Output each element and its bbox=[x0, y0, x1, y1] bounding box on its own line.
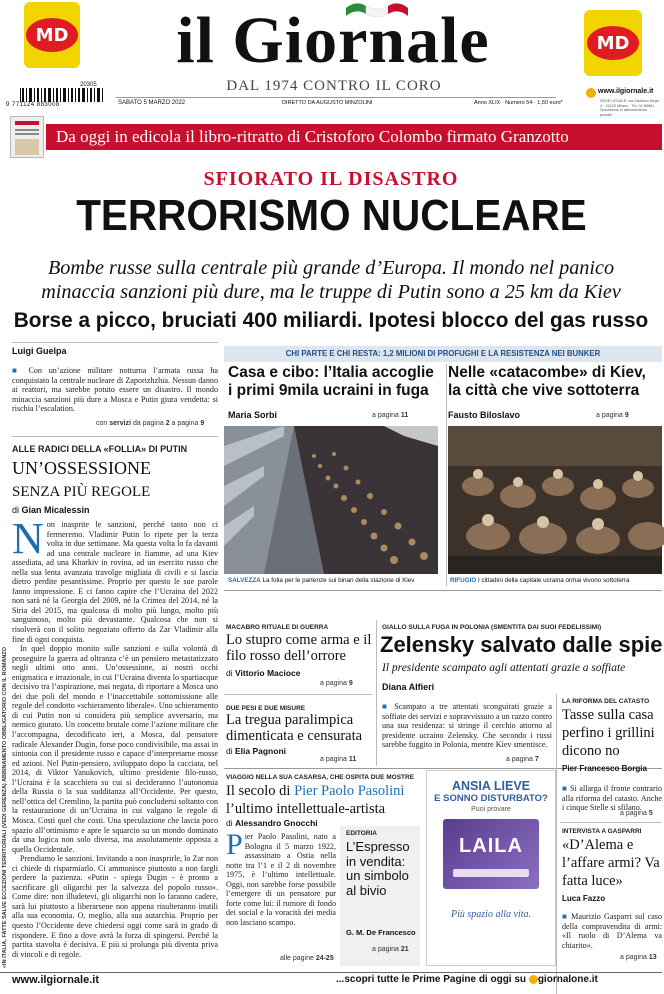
ad-brand: LAILA bbox=[459, 835, 523, 857]
guelpa-author: Luigi Guelpa bbox=[12, 346, 67, 356]
editorial-paragraph-1: on inasprite le sanzioni, perché tanto non ci fermeremo. Vladimir Putin lo ripete per la terza volta in due settimane. Ma questa volta lo fa davanti ad una centrale nucleare in fiamme, ad una Kiev assediata, ad una Kharkiv in rovina, ad un esercito russo che nella sua lenta avanzata travolge migliaia di civili e si lascia dietro perdite pesantissime. Proprio per questo le sue parole fanno impressione. E ci fanno capire che l’Ucraina del 2022 non sarà né la Georgia del 2009, né la Crimea del 2014, né la Siria del 2015, ma qualcosa di molto più lungo, molto più sanguinoso, molto più devastante. Qualcosa che non si risolverà con il solito negoziato offerto da Zar Vladimir alla fine di ogni conquista. bbox=[12, 520, 218, 644]
bunker-left-author: Maria Sorbi bbox=[228, 410, 278, 420]
dalema-page[interactable]: a pagina 13 bbox=[620, 954, 657, 961]
newspaper-title: il Giornale bbox=[176, 4, 490, 77]
website-top[interactable]: www.ilgiornale.it bbox=[598, 88, 654, 95]
catasto-kicker: LA RIFORMA DEL CATASTO bbox=[562, 698, 650, 705]
col-divider-b bbox=[556, 694, 557, 994]
pasolini-kicker: VIAGGIO NELLA SUA CASARSA, CHE OSPITA DUE MOSTRE bbox=[226, 774, 415, 781]
catasto-author: Pier Francesco Borgia bbox=[562, 764, 647, 773]
giornalone-icon bbox=[529, 975, 538, 984]
bunker-photo bbox=[448, 426, 662, 574]
pasolini-byline: di Alessandro Gnocchi bbox=[226, 818, 318, 828]
pesi-headline[interactable]: La tregua paralimpica dimenticata e censurata bbox=[226, 712, 363, 744]
left-top-rule bbox=[12, 342, 218, 343]
laila-ad[interactable] bbox=[426, 770, 556, 966]
footer-site[interactable]: www.ilgiornale.it bbox=[12, 974, 99, 986]
zelensky-deck: Il presidente scampato agli attentati grazie a soffiate bbox=[382, 662, 626, 674]
zelensky-text: ■ Scampato a tre attentati sconguirati grazie a soffiate dei servizi e sopravvissuto a un razzo contro una sua residenza: si stringe il cerchio attorno al presidente ucraino Zelensky. Che secondo i russi sarebbe fuggito in Polonia, mentre Kiev smentisce. bbox=[382, 702, 552, 750]
espresso-kicker: EDITORIA bbox=[346, 830, 377, 837]
lead-headline-wrap bbox=[0, 188, 662, 244]
col-divider-a bbox=[376, 620, 377, 766]
catasto-headline[interactable]: Tasse sulla casa perfino i grillini dicono no bbox=[562, 707, 655, 759]
issn-number: 20305 bbox=[80, 82, 97, 88]
editorial-title-1: UN’OSSESSIONE bbox=[12, 458, 152, 478]
giornale-g-icon bbox=[586, 88, 596, 98]
dalema-author: Luca Fazzo bbox=[562, 894, 606, 903]
footer-promo-text: ...scopri tutte le Prime Pagine di oggi su bbox=[336, 974, 527, 985]
macabro-rule bbox=[224, 694, 372, 695]
station-caption: SALVEZZA La folla per le partenze sui binari della stazione di Kiev bbox=[228, 577, 415, 584]
issue-date: SABATO 5 MARZO 2022 bbox=[118, 100, 186, 106]
bunker-caption: RIFUGIO I cittadini della capitale ucraina ormai vivono sottoterra bbox=[450, 577, 630, 584]
ad-line-3: Puoi provare bbox=[471, 806, 511, 813]
macabro-page[interactable]: a pagina 9 bbox=[320, 680, 353, 687]
book-thumbnail bbox=[10, 116, 44, 158]
bunker-divider bbox=[446, 364, 447, 586]
md-logo-right bbox=[584, 10, 642, 76]
bunker-left-page[interactable]: a pagina 11 bbox=[372, 412, 409, 419]
catasto-rule bbox=[560, 822, 662, 823]
left-mid-rule bbox=[12, 436, 218, 437]
issue-price: Anno XLIX · Numero 54 · 1,50 euro* bbox=[474, 100, 563, 106]
catasto-page[interactable]: a pagina 5 bbox=[620, 810, 653, 817]
zelensky-headline[interactable]: Zelensky salvato dalle spie bbox=[380, 632, 663, 657]
footer-rule bbox=[0, 972, 662, 973]
editorial-byline: di Gian Micalessin bbox=[12, 505, 90, 515]
ad-slogan: Più spazio alla vita. bbox=[451, 909, 531, 920]
station-photo bbox=[224, 426, 438, 574]
editorial-body bbox=[12, 514, 218, 966]
editorial-kicker: ALLE RADICI DELLA «FOLLIA» DI PUTIN bbox=[12, 444, 188, 454]
bunker-right-headline[interactable]: Nelle «catacombe» di Kiev, la città che vive sottoterra bbox=[448, 364, 646, 399]
legal-small-print: SEDE LEGALE: via Gaetano Negri 4 · 20123 Milano · Tel. 02 85661 · Spedizione in abbonamento postale bbox=[600, 99, 659, 117]
dalema-text: ■ Maurizio Gasparri sul caso della compravendita di armi: «Il ruolo di D’Alema va chiarito». bbox=[562, 912, 662, 950]
lead-kicker: SFIORATO IL DISASTRO bbox=[203, 168, 459, 190]
tagline: DAL 1974 CONTRO IL CORO bbox=[226, 78, 442, 94]
pasolini-text: Pier Paolo Pasolini, nato a Bologna il 5 marzo 1922, assassinato a Ostia nella notte tra l’1 e il 2 di novembre 1975, è l’ultimo intellettuale. Oggi, non sarebbe forse possibile l’emergere di un pensatore pur forte come lui: il rumore di fondo dei social e la voracità dei media non lasciano scampo. bbox=[226, 828, 336, 927]
pasolini-headline[interactable]: Il secolo di Pier Paolo Pasolini l’ultimo intellettuale-artista bbox=[226, 783, 405, 817]
lead-deck-1: Bombe russe sulla centrale più grande d’Europa. Il mondo nel panico bbox=[47, 257, 615, 279]
barcode-digits: 9 771124 883008 bbox=[6, 102, 60, 108]
macabro-byline: di Vittorio Macioce bbox=[226, 668, 301, 678]
editorial-dropcap: N bbox=[12, 514, 44, 563]
pesi-byline: di Elia Pagnoni bbox=[226, 746, 286, 756]
editorial-paragraph-2: In quel doppio monito sulle sanzioni e sulla volontà di proseguire la guerra ad oltranza c’è un pensiero metastatizzato negli ultimi otto anni. Un’ossessione, ai nostri occhi enigmatica e irrazionale, in cui l’Ucraina diventa lo spartiacque decisivo tra l’aspirazione, mai negata, di riportare a Mosca uno dei due poli del mondo e l’inaccettabile sottomissione alle regole del condotto «schieramento liberale». Uno schieramento di cui Putin non si considera più semplice avversario, ma nemico giurato. Un concetto brutale come l’azione militare che l’accompagna, decodificato ieri, a Mosca, dal pensatore radicale Alexander Dugin, forse poco condivisibile, ma assai in sintonia con il presidente russo e capace d’interpretarne mosse ed azioni. Nel Putin-pensiero, sviluppato dopo la cacciata, nel 2014, di Viktor Yanukovich, ultimo presidente filo-russo, l’Ucraina è la scacchiera su cui si decideranno l’autonomia della Russia o la sua sudditanza all’Occidente. Per questo, nell’ottica del Cremlino, la partita può concludersi soltanto con la restaurazione di un’Ucraina in cui valgano le regole di Mosca. Costi quel che costi. Una speculazione che lascia poco spazio all’ottimismo e apre le squarcio su un mondo dominato da una logica non solo diversa, ma assolutamente opposta a quella Occidentale. bbox=[12, 644, 218, 854]
guelpa-text-content: Con un’azione militare notturna l’armata russa ha conquistato la centrale nucleare di Zaporizhzhia. Nessun danno ai reattori, ma sarebbe potuto essere un disastro. Il mondo minaccia sanzioni più dure a Mosca e Putin giura vendetta: si rischia l’escalation. bbox=[12, 366, 218, 414]
bunker-kicker: CHI PARTE E CHI RESTA: 1,2 MILIONI DI PROFUGHI E LA RESISTENZA NEI BUNKER bbox=[224, 346, 662, 362]
zelensky-author: Diana Alfieri bbox=[382, 682, 435, 692]
ad-line-1: ANSIA LIEVE bbox=[451, 779, 531, 793]
ad-line-2: E SONNO DISTURBATO? bbox=[434, 793, 548, 804]
footer-promo bbox=[336, 974, 598, 985]
md-logo-left bbox=[24, 2, 80, 68]
macabro-headline[interactable]: Lo stupro come arma e il filo rosso dell’orrore bbox=[226, 632, 372, 664]
pesi-page[interactable]: a pagina 11 bbox=[320, 756, 357, 763]
macabro-kicker: MACABRO RITUALE DI GUERRA bbox=[226, 624, 329, 631]
dalema-kicker: INTERVISTA A GASPARRI bbox=[562, 828, 642, 835]
mid-rule bbox=[224, 590, 662, 591]
editorial-title-2: SENZA PIÙ REGOLE bbox=[12, 484, 151, 500]
dalema-headline[interactable]: «D’Alema e l’affare armi? Va fatta luce» bbox=[562, 837, 660, 889]
md-logo-text: MD bbox=[587, 26, 639, 60]
zelensky-page[interactable]: a pagina 7 bbox=[506, 756, 539, 763]
pesi-kicker: DUE PESI E DUE MISURE bbox=[226, 705, 306, 712]
promo-banner[interactable]: Da oggi in edicola il libro-ritratto di Cristoforo Colombo firmato Granzotto bbox=[46, 124, 662, 150]
espresso-author: G. M. De Francesco bbox=[346, 928, 416, 937]
espresso-page[interactable]: a pagina 21 bbox=[372, 946, 409, 953]
lead-deck-2: minaccia sanzioni più dure, ma le truppe di Putin sono a 25 km da Kiev bbox=[41, 281, 621, 303]
editorial-paragraph-3: Prendiamo le sanzioni. Invitando a non inasprirle, lo Zar non ci chiede di risparmiarlo. Ci ammonisce piuttosto a non fargli perdere la pazienza. «Putin - spiega Dugin - è pronto a sacrificare gli oligarchi per la salvezza del popolo russo». Come dire: non illudetevi, gli oligarchi non lo faranno cadere, sarà lui piuttosto a liberarsene non appena risulteranno inutili alla sua economia. O, meglio, alla sua autarchia. Proprio per questo l’Occidente deve chiedersi oggi come sarà in grado di rispondere. E fino a dove avrà la forza di spingersi. Perché la partita stavolta è decisiva. E più si prolunga più diventa priva di vincoli e di regole. bbox=[12, 854, 218, 959]
md-logo-text: MD bbox=[26, 18, 78, 52]
bunker-right-author: Fausto Biloslavo bbox=[448, 410, 521, 420]
masthead-rule bbox=[116, 97, 556, 98]
bunker-right-page[interactable]: a pagina 9 bbox=[596, 412, 629, 419]
zelensky-kicker: GIALLO SULLA FUGA IN POLONIA (SMENTITA DAI SUOI FEDELISSIMI) bbox=[382, 624, 602, 631]
pasolini-page[interactable]: alle pagine 24-25 bbox=[280, 955, 334, 962]
director: DIRETTO DA AUGUSTO MINZOLINI bbox=[282, 100, 373, 106]
catasto-text: ■ Si allarga il fronte contrario alla riforma del catasto. Anche i cinque Stelle si sfilano. bbox=[562, 784, 662, 813]
footer-brand[interactable]: giornalone.it bbox=[537, 974, 598, 985]
side-notice: «IN ITALIA, FATTE SALVE ECCEZIONI TERRITORIALI (VEDI GERENZA) ABBINAMENTO OBBLIGATORIO CON IL ROMANZO bbox=[2, 646, 8, 968]
pasolini-dropcap: P bbox=[226, 828, 243, 861]
lead-subhead: Borse a picco, bruciati 400 miliardi. Ipotesi blocco del gas russo bbox=[13, 309, 649, 332]
espresso-headline[interactable]: L’Espresso in vendita: un simbolo al bivio bbox=[346, 839, 410, 898]
guelpa-text: ■ Con un’azione militare notturna l’armata russa ha conquistato la centrale nucleare di Zaporizhzhia. Nessun danno ai reattori, ma sarebbe potuto essere un disastro. Il mondo minaccia sanzioni più dure a Mosca e Putin giura vendetta: si rischia l’escalation. bbox=[12, 366, 218, 414]
bunker-left-headline[interactable]: Casa e cibo: l’Italia accoglie i primi 9mila ucraini in fuga bbox=[228, 364, 434, 399]
ad-product-box bbox=[443, 819, 539, 889]
lead-headline: TERRORISMO NUCLEARE bbox=[75, 191, 587, 240]
guelpa-page-ref[interactable]: con servizi da pagina 2 a pagina 9 bbox=[96, 420, 205, 427]
